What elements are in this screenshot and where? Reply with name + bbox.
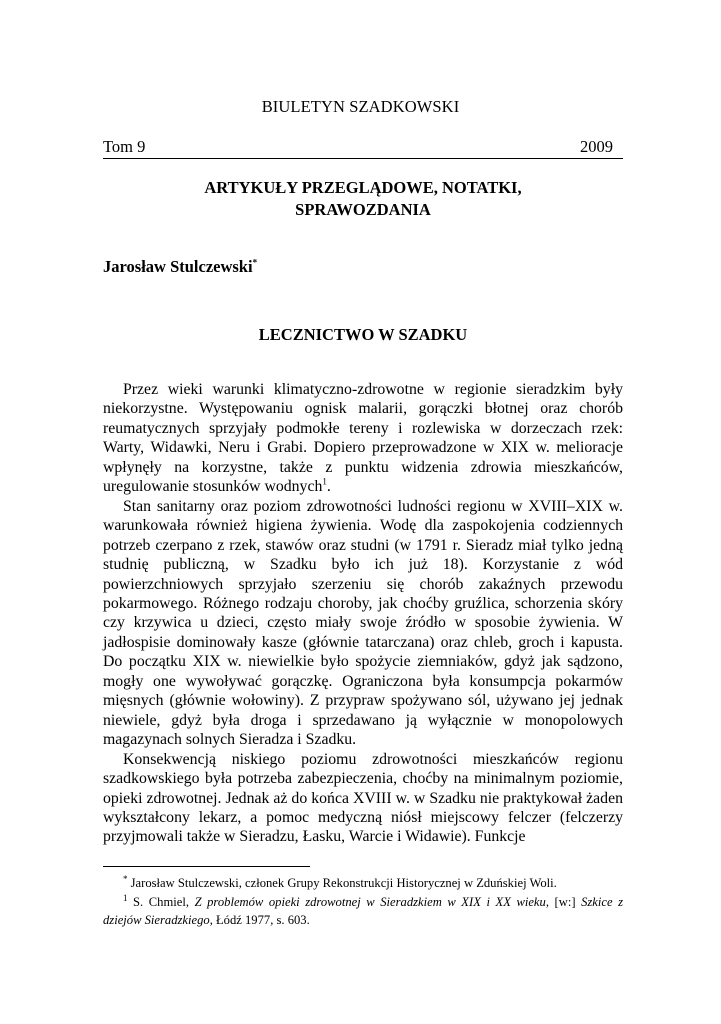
paragraph-text: Przez wieki warunki klimatyczno-zdrowotne w regionie sieradzkim były niekorzystne. Występowaniu ognisk malarii, gorączki błotnej oraz chorób reumatycznych sprzyjały podmokłe tereny i rozlewiska w dorzeczach rzek: Warty, Widawki, Neru i Grabi. Dopiero przeprowadzone w XIX w. melioracje wpłynęły na korzystne, także z punktu widzenia zdrowia mieszkańców, uregulowanie stosunków wodnych: [103, 381, 623, 496]
paragraph: [103, 380, 623, 497]
article-title: LECZNICTWO W SZADKU: [258, 325, 468, 344]
section-heading-line-1: ARTYKUŁY PRZEGLĄDOWE, NOTATKI,: [204, 178, 522, 197]
footnote-1: [103, 893, 623, 930]
paragraph: Stan sanitarny oraz poziom zdrowotności ludności regionu w XVIII–XIX w. warunkowała również higiena żywienia. Wodę dla zaspokojenia codziennych potrzeb czerpano z rzek, stawów oraz studni (w 1791 r. Sieradz miał tylko jedną studnię publiczną, w Szadku było ich już 18). Korzystanie z wód powierzchniowych sprzyjało szerzeniu się chorób zakaźnych przewodu pokarmowego. Różnego rodzaju choroby, jak choćby gruźlica, schorzenia skóry czy krzywica u dzieci, często miały swoje źródło w sposobie żywienia. W jadłospisie dominowały kasze (głównie tatarczana) oraz chleb, groch i kapusta. Do początku XIX w. niewielkie było spożycie ziemniaków, gdyż jak sądzono, mogły one wywoływać gorączkę. Ograniczona była konsumpcja pokarmów mięsnych (głównie wołowiny). Z przypraw spożywano sól, używano jej jednak niewiele, gdyż była droga i sprzedawano ją wyłącznie w monopolowych magazynach solnych Sieradza i Szadku.: [103, 497, 623, 749]
footnote-text: , Łódź 1977, s. 603.: [209, 913, 310, 927]
journal-title: BIULETYN SZADKOWSKI: [261, 97, 460, 116]
volume-number: Tom 9: [103, 137, 146, 156]
paragraph: Konsekwencją niskiego poziomu zdrowotności mieszkańców regionu szadkowskiego była potrzeba zabezpieczenia, choćby na minimalnym poziomie, opieki zdrowotnej. Jednak aż do końca XVIII w. w Szadku nie praktykował żaden wykształcony lekarz, a pomoc medyczną niósł miejscowy felczer (felczerzy przyjmowali także w Sieradzu, Łasku, Warcie i Widawie). Funkcje: [103, 750, 623, 846]
paragraph-end: .: [326, 478, 331, 496]
author-name-text: Jarosław Stulczewski: [103, 257, 253, 276]
volume-year: 2009: [580, 137, 613, 156]
section-heading-line-2: SPRAWOZDANIA: [295, 200, 431, 219]
author-footnote-marker: *: [252, 257, 258, 268]
footnote-cited-title: Z problemów opieki zdrowotnej w Sieradzkiem w XIX i XX wieku: [194, 894, 546, 909]
article-body: [103, 380, 623, 847]
header-divider: [103, 158, 623, 159]
footnote-divider: [103, 866, 310, 867]
footnotes: [103, 874, 623, 930]
footnote-text: , [w:]: [545, 894, 582, 909]
author-name: [103, 257, 257, 277]
section-heading: [103, 177, 623, 221]
footnote-text: S. Chmiel,: [127, 894, 195, 909]
footnote-marker: 1: [123, 892, 128, 903]
footnote-marker: *: [123, 873, 128, 884]
footnote-author: [103, 874, 623, 893]
volume-header: [103, 137, 613, 159]
footnote-text: Jarosław Stulczewski, członek Grupy Rekonstrukcji Historycznej w Zduńskiej Woli.: [127, 876, 557, 890]
footnote-reference: 1: [322, 477, 327, 487]
footnote-cited-source: Szkice z dziejów Sieradzkiego: [103, 894, 624, 927]
